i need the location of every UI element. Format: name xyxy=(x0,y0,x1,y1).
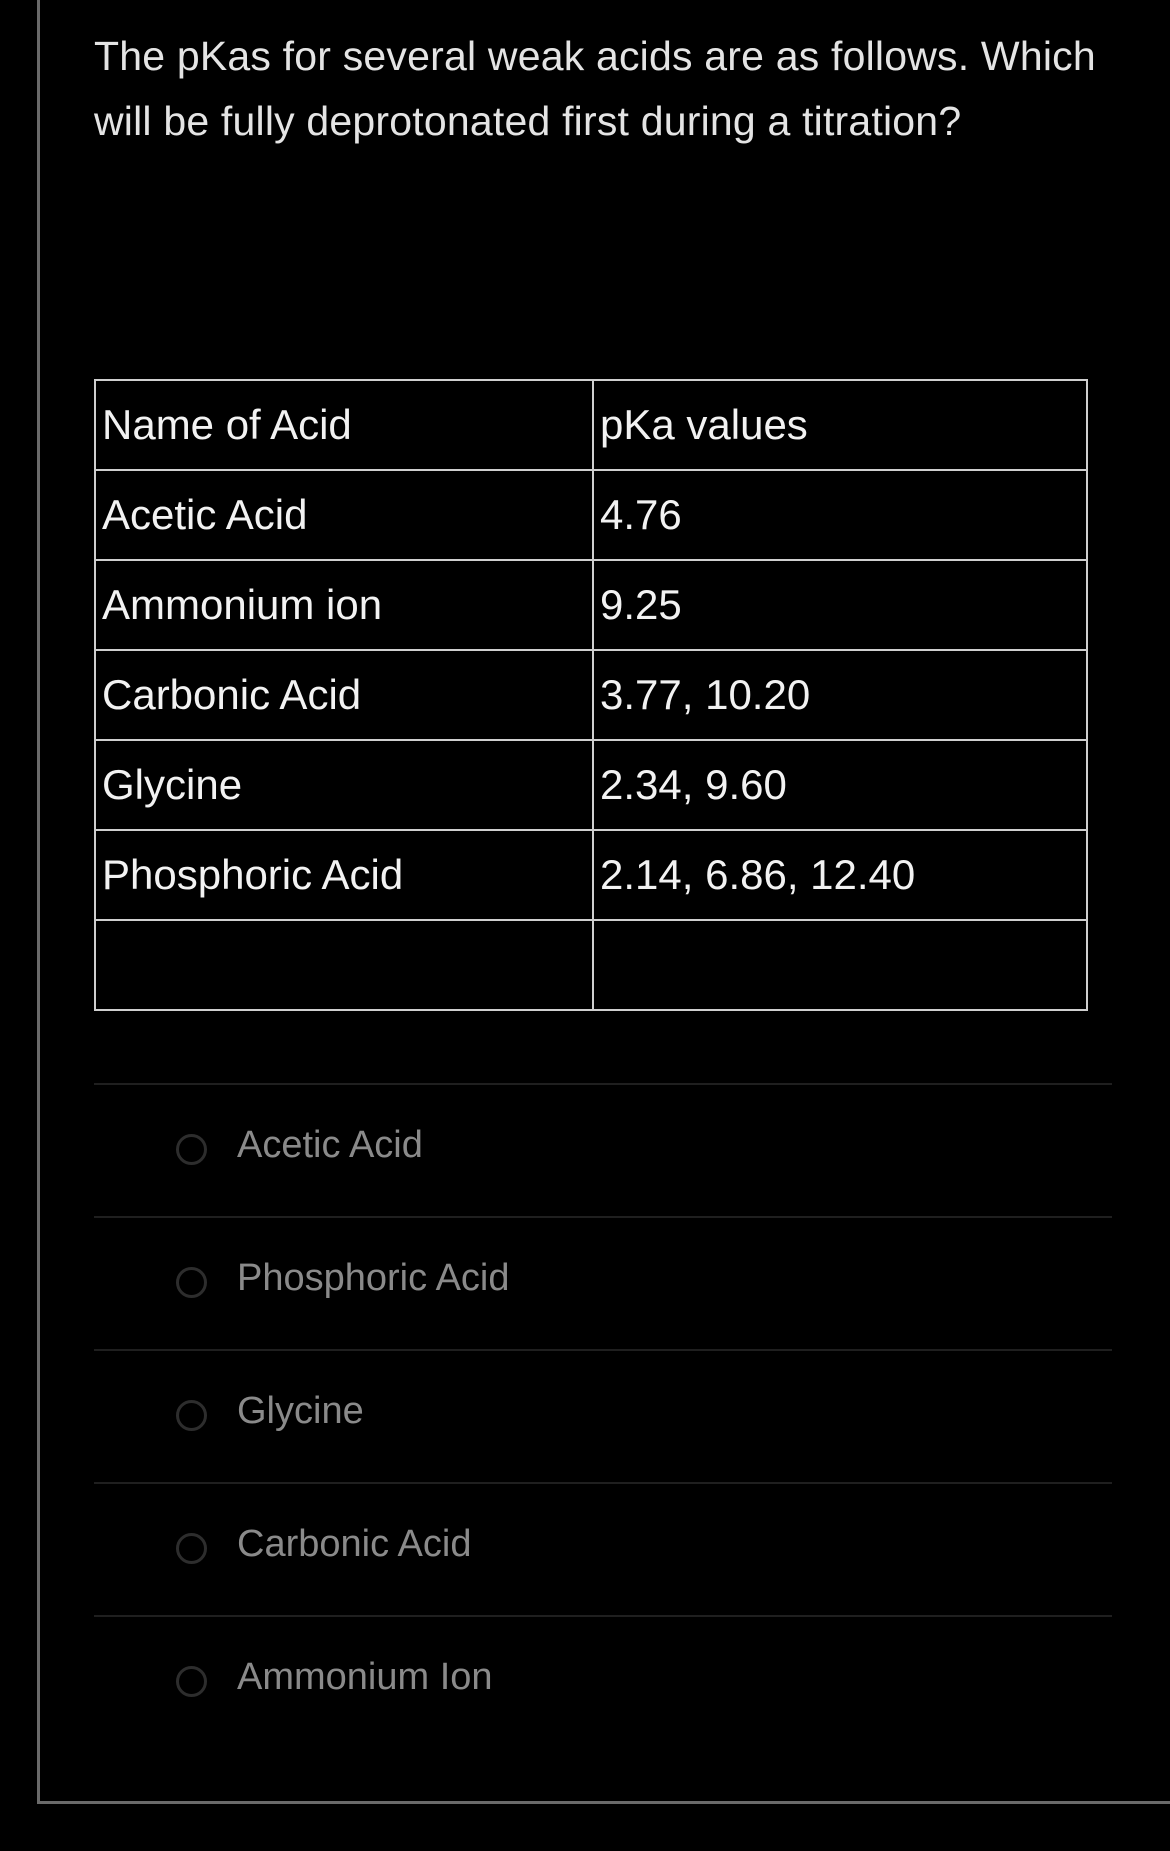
option-acetic-acid[interactable] xyxy=(94,1083,1112,1216)
option-label: Carbonic Acid xyxy=(237,1523,472,1565)
table-cell-acid: Carbonic Acid xyxy=(95,650,593,740)
option-glycine[interactable] xyxy=(94,1349,1112,1482)
radio-button-icon[interactable] xyxy=(176,1267,207,1298)
option-phosphoric-acid[interactable] xyxy=(94,1216,1112,1349)
table-cell-pka: 2.34, 9.60 xyxy=(593,740,1087,830)
radio-button-icon[interactable] xyxy=(176,1134,207,1165)
radio-button-icon[interactable] xyxy=(176,1400,207,1431)
pka-table xyxy=(94,379,1088,1011)
table-row xyxy=(95,650,1087,740)
table-cell-acid: Ammonium ion xyxy=(95,560,593,650)
table-header-row xyxy=(95,380,1087,470)
table-row xyxy=(95,740,1087,830)
table-cell-acid xyxy=(95,920,593,1010)
answer-options xyxy=(94,1083,1112,1748)
table-cell-pka: 3.77, 10.20 xyxy=(593,650,1087,740)
table-cell-pka: 9.25 xyxy=(593,560,1087,650)
table-row-empty xyxy=(95,920,1087,1010)
table-row xyxy=(95,830,1087,920)
table-cell-pka: 2.14, 6.86, 12.40 xyxy=(593,830,1087,920)
table-row xyxy=(95,470,1087,560)
option-label: Phosphoric Acid xyxy=(237,1257,510,1299)
radio-button-icon[interactable] xyxy=(176,1666,207,1697)
table-cell-pka: 4.76 xyxy=(593,470,1087,560)
question-text: The pKas for several weak acids are as follows. Which will be fully deprotonated first during a titration? xyxy=(94,33,1096,144)
option-label: Glycine xyxy=(237,1390,364,1432)
table-cell-acid: Phosphoric Acid xyxy=(95,830,593,920)
table-cell-acid: Acetic Acid xyxy=(95,470,593,560)
table-header-pka: pKa values xyxy=(593,380,1087,470)
radio-button-icon[interactable] xyxy=(176,1533,207,1564)
table-cell-pka xyxy=(593,920,1087,1010)
option-label: Ammonium Ion xyxy=(237,1656,493,1698)
option-ammonium-ion[interactable] xyxy=(94,1615,1112,1748)
table-cell-acid: Glycine xyxy=(95,740,593,830)
table-header-name: Name of Acid xyxy=(95,380,593,470)
option-label: Acetic Acid xyxy=(237,1124,423,1166)
option-carbonic-acid[interactable] xyxy=(94,1482,1112,1615)
table-row xyxy=(95,560,1087,650)
